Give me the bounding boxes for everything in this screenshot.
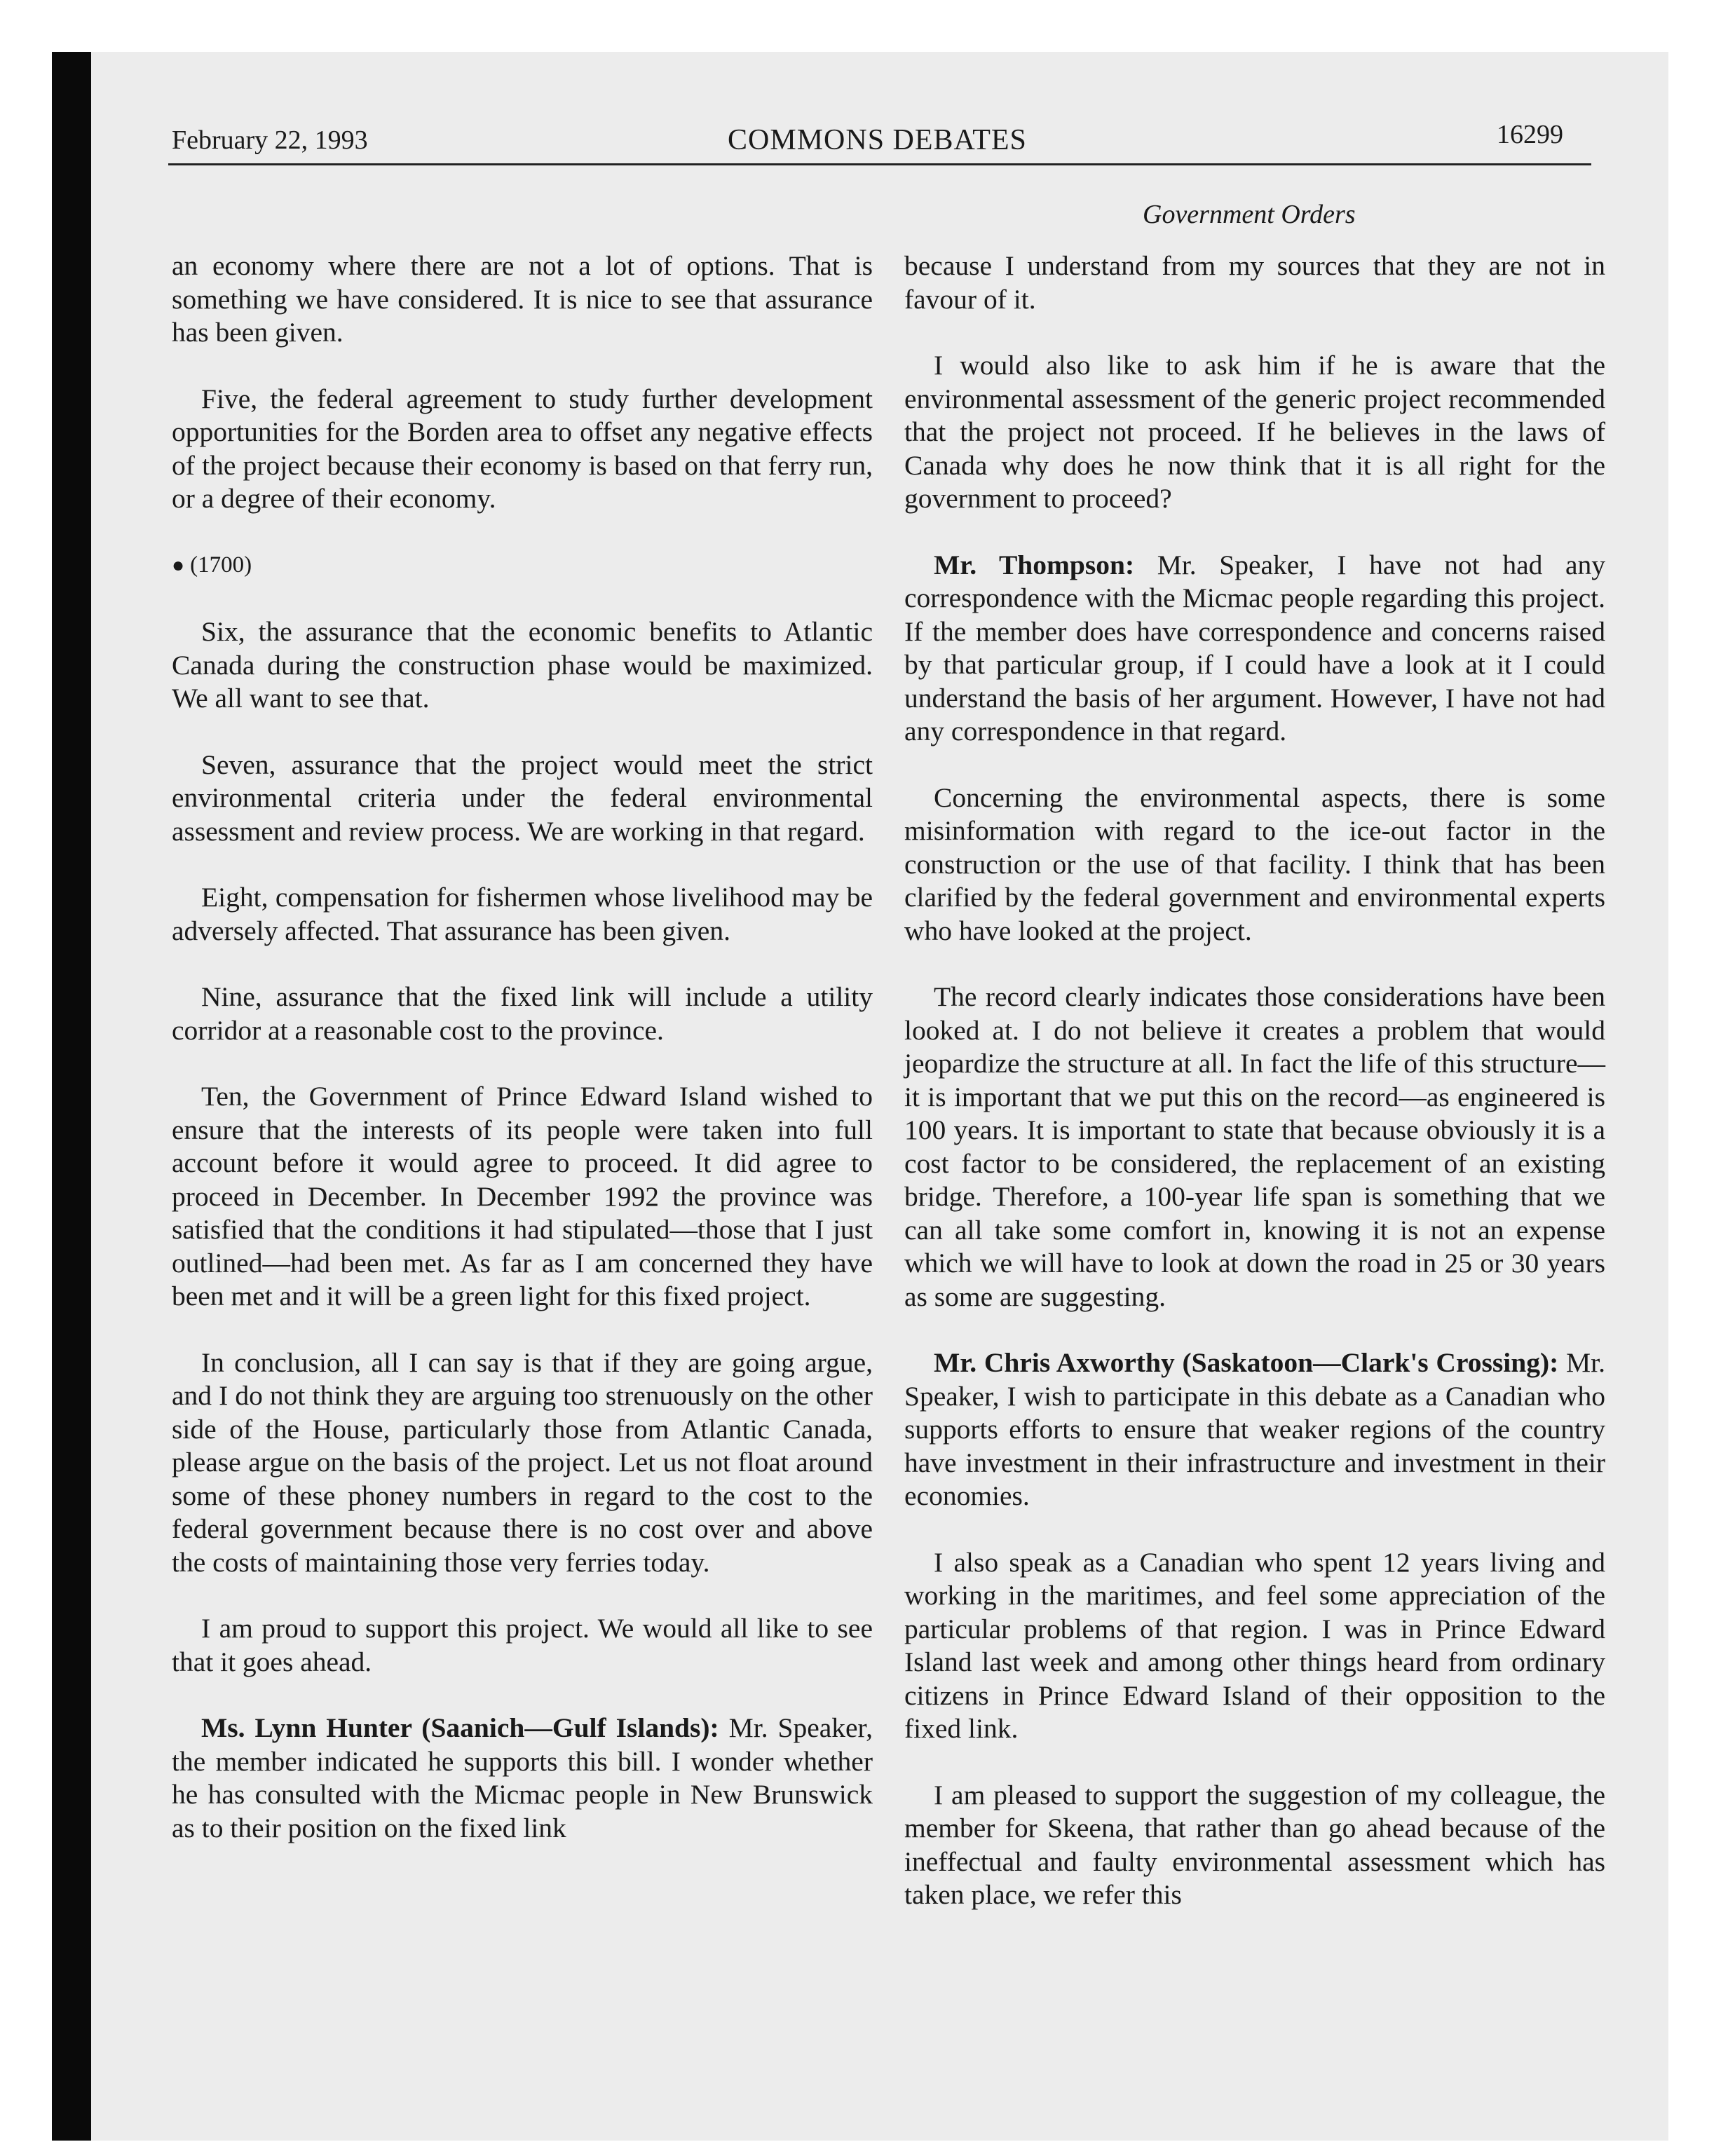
speech-text: Mr. Speaker, I wish to participate in this debate as a Canadian who supports efforts to ensure that weaker regions of the country have investment in their infrastructure and investment in their economies. (904, 1347, 1605, 1511)
speaker-name: Ms. Lynn Hunter (Saanich—Gulf Islands): (201, 1712, 719, 1743)
speaker-name: Mr. Thompson: (934, 549, 1135, 580)
paragraph: an economy where there are not a lot of options. That is something we have considered. It is nice to see that assurance has been given. (172, 250, 873, 348)
speech-paragraph (904, 1346, 1605, 1513)
paragraph: Seven, assurance that the project would meet the strict environmental criteria under the federal environmental assessment and review process. We are working in that regard. (172, 749, 873, 847)
speech-paragraph (904, 549, 1605, 749)
speech-text: Mr. Speaker, the member indicated he supports this bill. I wonder whether he has consulted with the Micmac people in New Brunswick as to their position on the fixed link (172, 1712, 873, 1843)
bullet-icon: ● (172, 553, 185, 577)
paragraph: Five, the federal agreement to study further development opportunities for the Borden area to offset any negative effects of the project because their economy is based on that ferry run, or a degree of their economy. (172, 383, 873, 514)
paragraph: I am proud to support this project. We would all like to see that it goes ahead. (172, 1613, 873, 1677)
left-column (172, 250, 873, 1878)
section-label: Government Orders (1143, 200, 1356, 229)
speech-paragraph (172, 1712, 873, 1845)
paragraph: In conclusion, all I can say is that if they are going argue, and I do not think they are arguing too strenuously on the other side of the House, particularly those from Atlantic Canada, please argue on the basis of the project. Let us not float around some of these phoney numbers in regard to the cost to the federal government because there is no cost over and above the costs of maintaining those very ferries today. (172, 1346, 873, 1578)
paragraph: I also speak as a Canadian who spent 12 years living and working in the maritimes, and feel some appreciation of the particular problems of that region. I was in Prince Edward Island last week and among other things heard from ordinary citizens in Prince Edward Island of their opposition to the fixed link. (904, 1546, 1605, 1744)
page-number: 16299 (1497, 120, 1563, 149)
paragraph: The record clearly indicates those considerations have been looked at. I do not believe it creates a problem that would jeopardize the structure at all. In fact the life of this structure—it is important that we put this on the record—as engineered is 100 years. It is important to state that because obviously it is a cost factor to be considered, the replacement of an existing bridge. Therefore, a 100-year life span is something that we can all take some comfort in, knowing it is not an expense which we will have to look at down the road in 25 or 30 years as some are suggesting. (904, 981, 1605, 1312)
scan-edge-bar (52, 52, 91, 2141)
time-marker-label: (1700) (190, 552, 252, 578)
speech-text: Mr. Speaker, I have not had any correspondence with the Micmac people regarding this project. If the member does have correspondence and concerns raised by that particular group, if I could have a look at it I could understand the basis of her argument. However, I have not had any correspondence in that regard. (904, 549, 1605, 746)
paragraph: I would also like to ask him if he is aware that the environmental assessment of the generic project recommended that the project not proceed. If he believes in the laws of Canada why does he now think that it is all right for the government to proceed? (904, 350, 1605, 514)
paragraph: Concerning the environmental aspects, there is some misinformation with regard to the ice-out factor in the construction or the use of that facility. I think that has been clarified by the federal government and environmental experts who have looked at the project. (904, 782, 1605, 946)
paragraph: I am pleased to support the suggestion of my colleague, the member for Skeena, that rather than go ahead because of the ineffectual and faulty environmental assessment which has taken place, we refer this (904, 1779, 1605, 1910)
header-title: COMMONS DEBATES (728, 124, 1027, 156)
header-rule (168, 163, 1591, 165)
time-marker (172, 549, 873, 582)
paragraph: because I understand from my sources that they are not in favour of it. (904, 250, 1605, 315)
paragraph: Ten, the Government of Prince Edward Island wished to ensure that the interests of its people were taken into full account before it would agree to proceed. It did agree to proceed in December. In December 1992 the province was satisfied that the conditions it had stipulated—those that I just outlined—had been met. As far as I am concerned they have been met and it will be a green light for this fixed project. (172, 1081, 873, 1311)
paragraph: Nine, assurance that the fixed link will include a utility corridor at a reasonable cost to the province. (172, 981, 873, 1046)
paragraph: Eight, compensation for fishermen whose livelihood may be adversely affected. That assurance has been given. (172, 882, 873, 946)
speaker-name: Mr. Chris Axworthy (Saskatoon—Clark's Crossing): (934, 1347, 1559, 1378)
right-column (904, 250, 1605, 1945)
header-date: February 22, 1993 (172, 125, 368, 155)
paragraph: Six, the assurance that the economic benefits to Atlantic Canada during the construction phase would be maximized. We all want to see that. (172, 616, 873, 714)
